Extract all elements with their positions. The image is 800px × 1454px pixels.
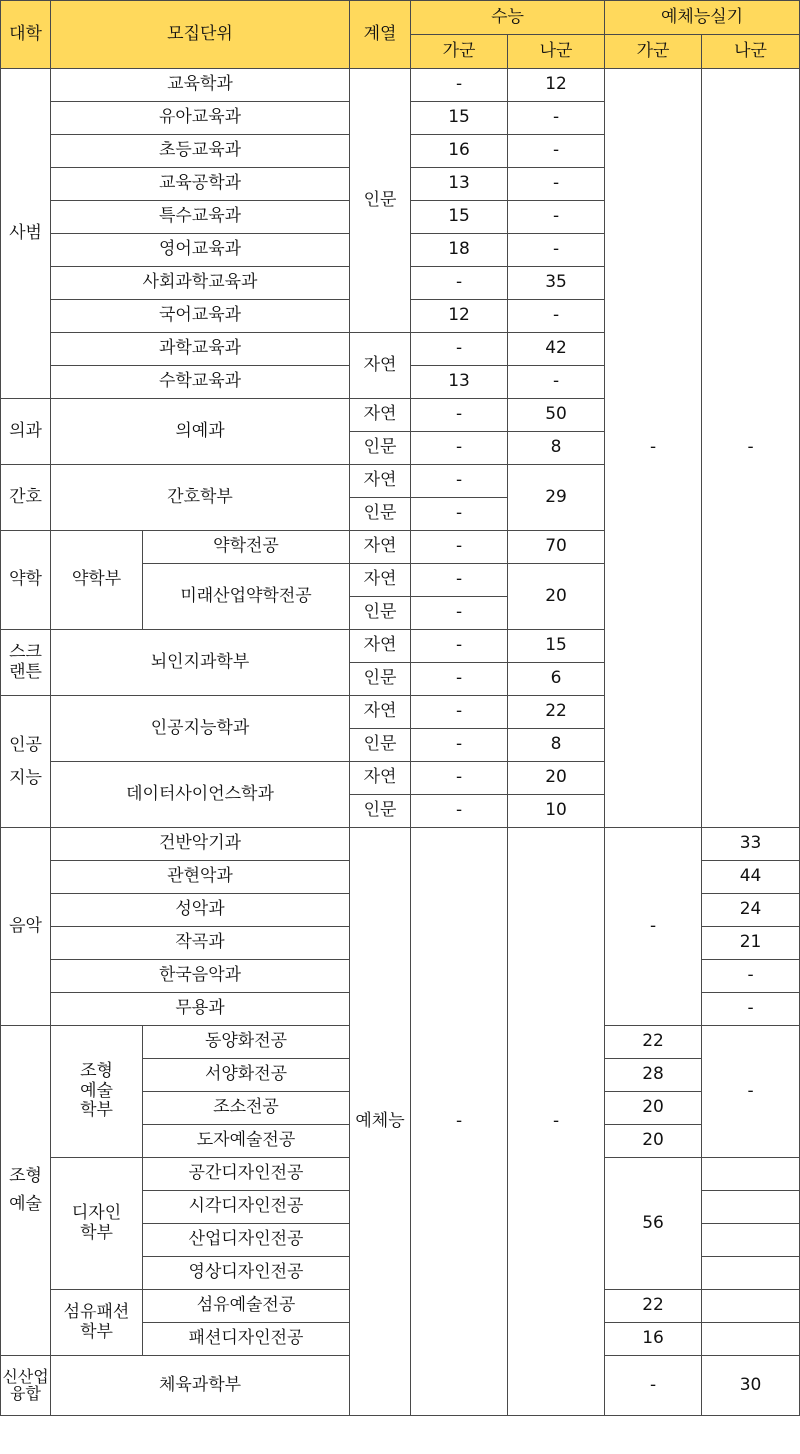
unit-cell: 사회과학교육과 xyxy=(51,267,350,300)
practical-na-cell: 30 xyxy=(702,1356,800,1416)
practical-na-cell: 44 xyxy=(702,861,800,894)
suneung-ga-cell: - xyxy=(411,465,508,498)
suneung-na-cell: 42 xyxy=(508,333,605,366)
unit-cell: 도자예술전공 xyxy=(143,1125,350,1158)
header-suneung-ga: 가군 xyxy=(411,35,508,69)
unit-cell: 작곡과 xyxy=(51,927,350,960)
suneung-ga-cell: - xyxy=(411,762,508,795)
suneung-ga-cell: 15 xyxy=(411,102,508,135)
suneung-na-cell: 12 xyxy=(508,69,605,102)
suneung-na-cell: 8 xyxy=(508,432,605,465)
practical-ga-cell: - xyxy=(605,1356,702,1416)
unit-cell: 미래산업약학전공 xyxy=(143,564,350,630)
practical-na-cell xyxy=(702,1290,800,1323)
suneung-na-cell: 70 xyxy=(508,531,605,564)
college-cell: 신산업 융합 xyxy=(1,1356,51,1416)
college-cell: 음악 xyxy=(1,828,51,1026)
suneung-ga-cell: - xyxy=(411,630,508,663)
header-college: 대학 xyxy=(1,1,51,69)
unit-cell: 유아교육과 xyxy=(51,102,350,135)
unit-cell: 뇌인지과학부 xyxy=(51,630,350,696)
track-cell: 자연 xyxy=(350,696,411,729)
unit-cell: 교육공학과 xyxy=(51,168,350,201)
suneung-ga-cell: - xyxy=(411,696,508,729)
unit-cell: 관현악과 xyxy=(51,861,350,894)
suneung-ga-cell: - xyxy=(411,333,508,366)
college-cell: 조형 예술 xyxy=(1,1026,51,1356)
unit-cell: 건반악기과 xyxy=(51,828,350,861)
track-cell: 인문 xyxy=(350,663,411,696)
track-cell: 자연 xyxy=(350,333,411,399)
practical-na-cell xyxy=(702,1323,800,1356)
track-cell: 자연 xyxy=(350,399,411,432)
unit-cell: 패션디자인전공 xyxy=(143,1323,350,1356)
unit-cell: 공간디자인전공 xyxy=(143,1158,350,1191)
unit-cell: 한국음악과 xyxy=(51,960,350,993)
suneung-na-cell: 20 xyxy=(508,564,605,630)
track-cell: 인문 xyxy=(350,795,411,828)
suneung-na-cell: 22 xyxy=(508,696,605,729)
track-cell: 인문 xyxy=(350,597,411,630)
practical-ga-cell: 22 xyxy=(605,1026,702,1059)
unit-cell: 교육학과 xyxy=(51,69,350,102)
track-cell: 인문 xyxy=(350,69,411,333)
suneung-ga-cell: - xyxy=(411,399,508,432)
practical-ga-cell: 28 xyxy=(605,1059,702,1092)
header-practical: 예체능실기 xyxy=(605,1,800,35)
practical-ga-cell: 20 xyxy=(605,1125,702,1158)
suneung-ga-cell: 13 xyxy=(411,366,508,399)
unit-cell: 성악과 xyxy=(51,894,350,927)
unit-cell: 조소전공 xyxy=(143,1092,350,1125)
suneung-ga-cell: - xyxy=(411,597,508,630)
practical-na-cell: 21 xyxy=(702,927,800,960)
suneung-na-cell: 10 xyxy=(508,795,605,828)
track-cell: 인문 xyxy=(350,498,411,531)
unit-cell: 무용과 xyxy=(51,993,350,1026)
suneung-ga-cell: - xyxy=(411,432,508,465)
subgroup-cell: 약학부 xyxy=(51,531,143,630)
college-cell: 스크 랜튼 xyxy=(1,630,51,696)
suneung-ga-cell: 12 xyxy=(411,300,508,333)
suneung-na-cell: - xyxy=(508,234,605,267)
track-cell: 자연 xyxy=(350,564,411,597)
track-cell: 예체능 xyxy=(350,828,411,1416)
header-track: 계열 xyxy=(350,1,411,69)
practical-na-cell xyxy=(702,1257,800,1290)
unit-cell: 약학전공 xyxy=(143,531,350,564)
suneung-ga-cell: - xyxy=(411,69,508,102)
college-cell: 간호 xyxy=(1,465,51,531)
suneung-ga-cell: 18 xyxy=(411,234,508,267)
unit-cell: 산업디자인전공 xyxy=(143,1224,350,1257)
suneung-na-cell: - xyxy=(508,828,605,1416)
unit-cell: 초등교육과 xyxy=(51,135,350,168)
subgroup-cell: 섬유패션 학부 xyxy=(51,1290,143,1356)
practical-na-cell xyxy=(702,1224,800,1257)
college-cell: 사범 xyxy=(1,69,51,399)
suneung-na-cell: 29 xyxy=(508,465,605,531)
suneung-na-cell: - xyxy=(508,102,605,135)
practical-na-cell: 24 xyxy=(702,894,800,927)
header-suneung-na: 나군 xyxy=(508,35,605,69)
practical-ga-cell: 56 xyxy=(605,1158,702,1290)
header-practical-ga: 가군 xyxy=(605,35,702,69)
unit-cell: 간호학부 xyxy=(51,465,350,531)
unit-cell: 섬유예술전공 xyxy=(143,1290,350,1323)
suneung-na-cell: 50 xyxy=(508,399,605,432)
unit-cell: 동양화전공 xyxy=(143,1026,350,1059)
suneung-na-cell: 15 xyxy=(508,630,605,663)
suneung-ga-cell: - xyxy=(411,663,508,696)
unit-cell: 영어교육과 xyxy=(51,234,350,267)
unit-cell: 국어교육과 xyxy=(51,300,350,333)
unit-cell: 데이터사이언스학과 xyxy=(51,762,350,828)
suneung-ga-cell: - xyxy=(411,729,508,762)
college-cell: 약학 xyxy=(1,531,51,630)
suneung-na-cell: - xyxy=(508,135,605,168)
practical-ga-cell: 20 xyxy=(605,1092,702,1125)
practical-na-cell: - xyxy=(702,69,800,828)
track-cell: 자연 xyxy=(350,531,411,564)
college-cell: 인공 지능 xyxy=(1,696,51,828)
suneung-ga-cell: - xyxy=(411,267,508,300)
unit-cell: 체육과학부 xyxy=(51,1356,350,1416)
header-practical-na: 나군 xyxy=(702,35,800,69)
suneung-na-cell: 6 xyxy=(508,663,605,696)
suneung-ga-cell: - xyxy=(411,828,508,1416)
unit-cell: 수학교육과 xyxy=(51,366,350,399)
unit-cell: 과학교육과 xyxy=(51,333,350,366)
suneung-na-cell: 20 xyxy=(508,762,605,795)
unit-cell: 인공지능학과 xyxy=(51,696,350,762)
header-suneung: 수능 xyxy=(411,1,605,35)
suneung-ga-cell: 16 xyxy=(411,135,508,168)
unit-cell: 서양화전공 xyxy=(143,1059,350,1092)
suneung-ga-cell: 13 xyxy=(411,168,508,201)
track-cell: 인문 xyxy=(350,729,411,762)
track-cell: 자연 xyxy=(350,762,411,795)
subgroup-cell: 디자인 학부 xyxy=(51,1158,143,1290)
practical-na-cell: - xyxy=(702,960,800,993)
unit-cell: 의예과 xyxy=(51,399,350,465)
suneung-ga-cell: - xyxy=(411,531,508,564)
suneung-ga-cell: - xyxy=(411,795,508,828)
college-cell: 의과 xyxy=(1,399,51,465)
suneung-na-cell: - xyxy=(508,366,605,399)
practical-na-cell xyxy=(702,1158,800,1191)
unit-cell: 특수교육과 xyxy=(51,201,350,234)
practical-na-cell: 33 xyxy=(702,828,800,861)
practical-ga-cell: - xyxy=(605,828,702,1026)
track-cell: 인문 xyxy=(350,432,411,465)
unit-cell: 시각디자인전공 xyxy=(143,1191,350,1224)
practical-na-cell: - xyxy=(702,1026,800,1158)
unit-cell: 영상디자인전공 xyxy=(143,1257,350,1290)
suneung-na-cell: - xyxy=(508,300,605,333)
suneung-ga-cell: 15 xyxy=(411,201,508,234)
practical-ga-cell: 16 xyxy=(605,1323,702,1356)
practical-na-cell xyxy=(702,1191,800,1224)
track-cell: 자연 xyxy=(350,630,411,663)
suneung-na-cell: 35 xyxy=(508,267,605,300)
suneung-ga-cell: - xyxy=(411,564,508,597)
practical-ga-cell: 22 xyxy=(605,1290,702,1323)
track-cell: 자연 xyxy=(350,465,411,498)
subgroup-cell: 조형 예술 학부 xyxy=(51,1026,143,1158)
suneung-na-cell: - xyxy=(508,201,605,234)
practical-na-cell: - xyxy=(702,993,800,1026)
practical-ga-cell: - xyxy=(605,69,702,828)
suneung-na-cell: 8 xyxy=(508,729,605,762)
header-unit: 모집단위 xyxy=(51,1,350,69)
suneung-ga-cell: - xyxy=(411,498,508,531)
suneung-na-cell: - xyxy=(508,168,605,201)
